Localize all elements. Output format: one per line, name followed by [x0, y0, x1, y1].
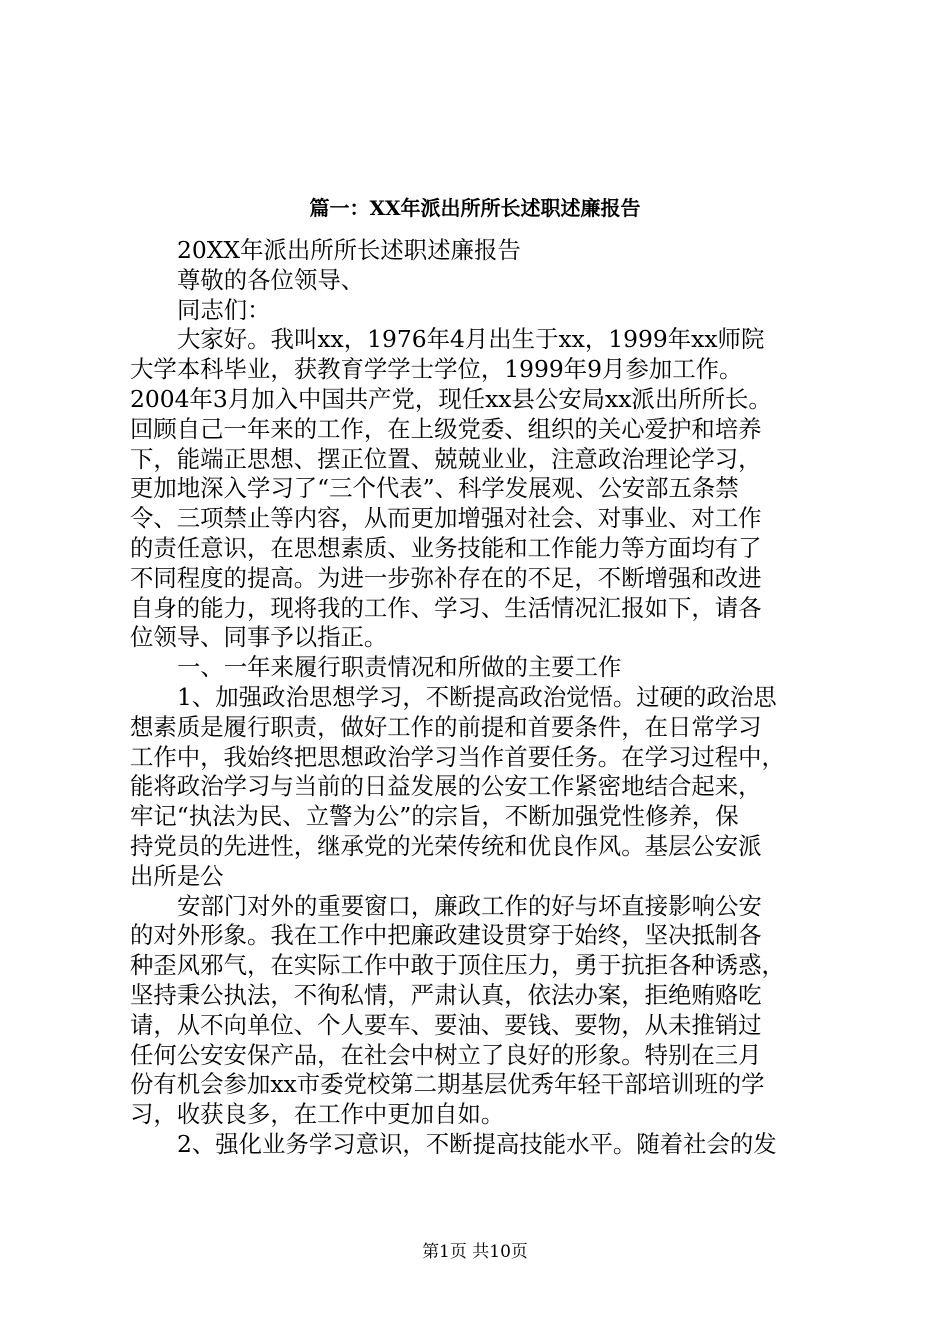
body-line: 更加地深入学习了“三个代表”、科学发展观、公安部五条禁 — [130, 474, 739, 503]
body-line: 种歪风邪气，在实际工作中敢于顶住压力，勇于抗拒各种诱惑， — [130, 951, 785, 980]
body-line: 的责任意识，在思想素质、业务技能和工作能力等方面均有了 — [130, 533, 762, 562]
body-line: 安部门对外的重要窗口，廉政工作的好与坏直接影响公安 — [177, 891, 762, 920]
body-line: 回顾自己一年来的工作，在上级党委、组织的关心爱护和培养 — [130, 414, 762, 443]
body-line: 2004年3月加入中国共产党，现任xx县公安局xx派出所所长。 — [130, 384, 772, 413]
body-line: 想素质是履行职责，做好工作的前提和首要条件，在日常学习 — [130, 712, 762, 741]
body-line: 请，从不向单位、个人要车、要油、要钱、要物，从未推销过 — [130, 1010, 762, 1039]
body-line: 20XX年派出所所长述职述廉报告 — [177, 236, 521, 264]
body-line: 自身的能力，现将我的工作、学习、生活情况汇报如下，请各 — [130, 593, 762, 622]
body-line: 1、加强政治思想学习，不断提高政治觉悟。过硬的政治思 — [177, 682, 777, 711]
body-line: 下，能端正思想、摆正位置、兢兢业业，注意政治理论学习， — [130, 444, 762, 473]
body-line: 位领导、同事予以指正。 — [130, 623, 388, 652]
body-line: 份有机会参加xx市委党校第二期基层优秀年轻干部培训班的学 — [130, 1070, 765, 1099]
page-number-footer: 第1页 共10页 — [422, 1242, 528, 1262]
body-line: 工作中，我始终把思想政治学习当作首要任务。在学习过程中， — [130, 742, 785, 771]
body-line: 牢记“执法为民、立警为公”的宗旨，不断加强党性修养，保 — [130, 802, 739, 831]
document-title: 篇一：XX年派出所所长述职述廉报告 — [309, 196, 641, 220]
document-body — [130, 236, 832, 1160]
body-line: 坚持秉公执法，不徇私情，严肃认真，依法办案，拒绝贿赂吃 — [130, 980, 762, 1009]
body-line: 大家好。我叫xx，1976年4月出生于xx，1999年xx师院 — [177, 325, 765, 354]
body-line: 任何公安安保产品，在社会中树立了良好的形象。特别在三月 — [130, 1040, 762, 1069]
body-line: 令、三项禁止等内容，从而更加增强对社会、对事业、对工作 — [130, 504, 762, 533]
body-line: 2、强化业务学习意识，不断提高技能水平。随着社会的发 — [177, 1129, 777, 1158]
body-line: 尊敬的各位领导、 — [177, 265, 365, 294]
body-line: 能将政治学习与当前的日益发展的公安工作紧密地结合起来， — [130, 772, 762, 801]
body-line: 不同程度的提高。为进一步弥补存在的不足，不断增强和改进 — [130, 563, 762, 592]
body-line: 同志们： — [177, 295, 271, 324]
body-line: 的对外形象。我在工作中把廉政建设贯穿于始终，坚决抵制各 — [130, 921, 762, 950]
body-line: 大学本科毕业，获教育学学士学位，1999年9月参加工作。 — [130, 355, 743, 384]
body-line: 持党员的先进性，继承党的光荣传统和优良作风。基层公安派 — [130, 831, 762, 860]
body-line: 出所是公 — [130, 861, 224, 890]
body-line: 一、一年来履行职责情况和所做的主要工作 — [177, 653, 622, 682]
body-line: 习，收获良多，在工作中更加自如。 — [130, 1100, 505, 1129]
